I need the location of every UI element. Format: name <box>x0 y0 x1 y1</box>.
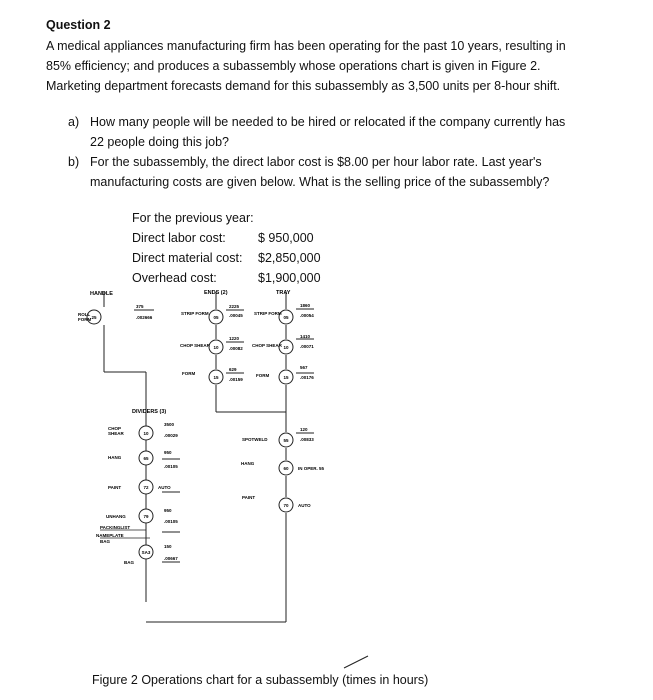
op-roll-form <box>78 304 153 324</box>
op-qty: 629 <box>229 367 237 372</box>
part-text-line: How many people will be needed to be hired or relocated if the company currently has <box>90 115 566 129</box>
cost-value: $2,850,000 <box>258 251 321 265</box>
op-name-line: FORM <box>78 317 92 322</box>
dividers-heading: DIVIDERS (3) <box>132 409 167 415</box>
intro-line: Marketing department forecasts demand for this subassembly as 3,500 units per 8-hour shift. <box>46 79 561 93</box>
op-note: IN OPER. 55 <box>298 466 325 471</box>
tray-heading: TRAY <box>276 290 291 296</box>
cost-label: Direct labor cost: <box>132 231 226 245</box>
cost-label: Direct material cost: <box>132 251 243 265</box>
op-tray-form <box>256 365 314 384</box>
question-title: Question 2 <box>46 18 111 32</box>
cost-value: $ 950,000 <box>258 231 314 245</box>
intro-line: A medical appliances manufacturing firm has been operating for the past 10 years, resulting in <box>46 39 566 53</box>
op-number: 65 <box>143 456 149 461</box>
op-name: BAG <box>100 539 110 544</box>
op-name: FORM <box>256 373 270 378</box>
op-name: HANG <box>241 461 255 466</box>
cost-label: Overhead cost: <box>132 271 217 285</box>
op-qty: 150 <box>164 544 172 549</box>
op-name: CHOP SHEAR <box>180 343 210 348</box>
op-name: UNHANG <box>106 514 126 519</box>
op-number: 72 <box>143 485 149 490</box>
question-intro <box>46 36 606 96</box>
op-time: .00159 <box>229 377 243 382</box>
operations-chart <box>76 282 556 682</box>
op-note: AUTO <box>158 485 171 490</box>
part-text-line: 22 people doing this job? <box>90 135 230 149</box>
part-text-line: manufacturing costs are given below. What is the selling price of the subassembly? <box>90 175 550 189</box>
op-ends-strip <box>181 304 243 324</box>
op-qty: 1220 <box>229 336 240 341</box>
op-unhang <box>106 508 178 524</box>
op-packing <box>96 525 178 565</box>
op-number: SA3 <box>141 550 151 555</box>
op-number: 70 <box>283 503 289 508</box>
op-name-line: ROLL <box>78 312 91 317</box>
op-name: STRIP FORM <box>181 311 209 316</box>
op-name-line: SHEAR <box>108 431 124 436</box>
op-ends-chop <box>180 336 243 354</box>
op-number: 15 <box>283 375 289 380</box>
op-qty: 375 <box>136 304 144 309</box>
op-time: .002666 <box>136 315 153 320</box>
op-name-line: CHOP <box>108 426 122 431</box>
op-time: .00176 <box>300 375 314 380</box>
op-name: STRIP FORM <box>254 311 282 316</box>
op-number: 10 <box>143 431 149 436</box>
op-name: PAINT <box>108 485 122 490</box>
figure-caption: Figure 2 Operations chart for a subassembly (times in hours) <box>92 673 429 687</box>
op-name: FORM <box>182 371 196 376</box>
part-label: b) <box>68 155 80 169</box>
op-time: .00667 <box>164 556 178 561</box>
op-number: 60 <box>283 466 289 471</box>
op-name: CHOP SHEAR <box>252 343 282 348</box>
op-number: 10 <box>213 345 219 350</box>
op-qty: 2225 <box>229 304 240 309</box>
part-text-line: For the subassembly, the direct labor cost is $8.00 per hour labor rate. Last year's <box>90 155 542 169</box>
op-time: .00045 <box>229 313 243 318</box>
op-time: .00833 <box>300 437 314 442</box>
op-name: BAG <box>124 560 134 565</box>
operations-chart-svg <box>76 282 556 677</box>
op-name <box>78 312 91 322</box>
op-time: .00054 <box>300 313 314 318</box>
op-qty: 1410 <box>300 334 311 339</box>
op-div-chop <box>108 422 178 440</box>
op-number: 05 <box>213 315 219 320</box>
op-time: .00071 <box>300 344 314 349</box>
op-div-paint <box>108 480 171 494</box>
op-name: PACKINGLIST <box>100 525 131 530</box>
intro-line: 85% efficiency; and produces a subassembly whose operations chart is given in Figure 2. <box>46 59 541 73</box>
op-time: .00105 <box>164 519 178 524</box>
op-name <box>108 426 125 436</box>
cost-value: $1,900,000 <box>258 271 321 285</box>
op-tray-strip <box>254 303 314 324</box>
op-number: 15 <box>213 375 219 380</box>
op-name: PAINT <box>242 495 256 500</box>
op-spotweld <box>242 427 314 447</box>
op-number: 05 <box>283 315 289 320</box>
op-qty: 3500 <box>164 422 175 427</box>
op-number: 25 <box>91 315 97 320</box>
op-qty: 950 <box>164 508 172 513</box>
op-tray-chop <box>252 334 314 354</box>
op-number: 55 <box>283 438 289 443</box>
op-number: 79 <box>143 514 149 519</box>
op-qty: 950 <box>164 450 172 455</box>
op-name: HANG <box>108 455 122 460</box>
op-name: NAMEPLATE <box>96 533 124 538</box>
op-paint-tray <box>242 495 311 512</box>
op-ends-form <box>182 367 243 384</box>
ends-heading: ENDS (2) <box>204 290 228 296</box>
op-qty: 1860 <box>300 303 311 308</box>
op-name: SPOTWELD <box>242 437 268 442</box>
cost-heading: For the previous year: <box>132 211 254 225</box>
op-time: .00029 <box>164 433 178 438</box>
part-label: a) <box>68 115 80 129</box>
op-note: AUTO <box>298 503 311 508</box>
op-time: .00082 <box>229 346 243 351</box>
handle-heading: HANDLE <box>90 291 113 297</box>
op-time: .00105 <box>164 464 178 469</box>
op-number: 10 <box>283 345 289 350</box>
op-hang-tray <box>241 461 325 475</box>
op-qty: 120 <box>300 427 308 432</box>
op-qty: 567 <box>300 365 308 370</box>
